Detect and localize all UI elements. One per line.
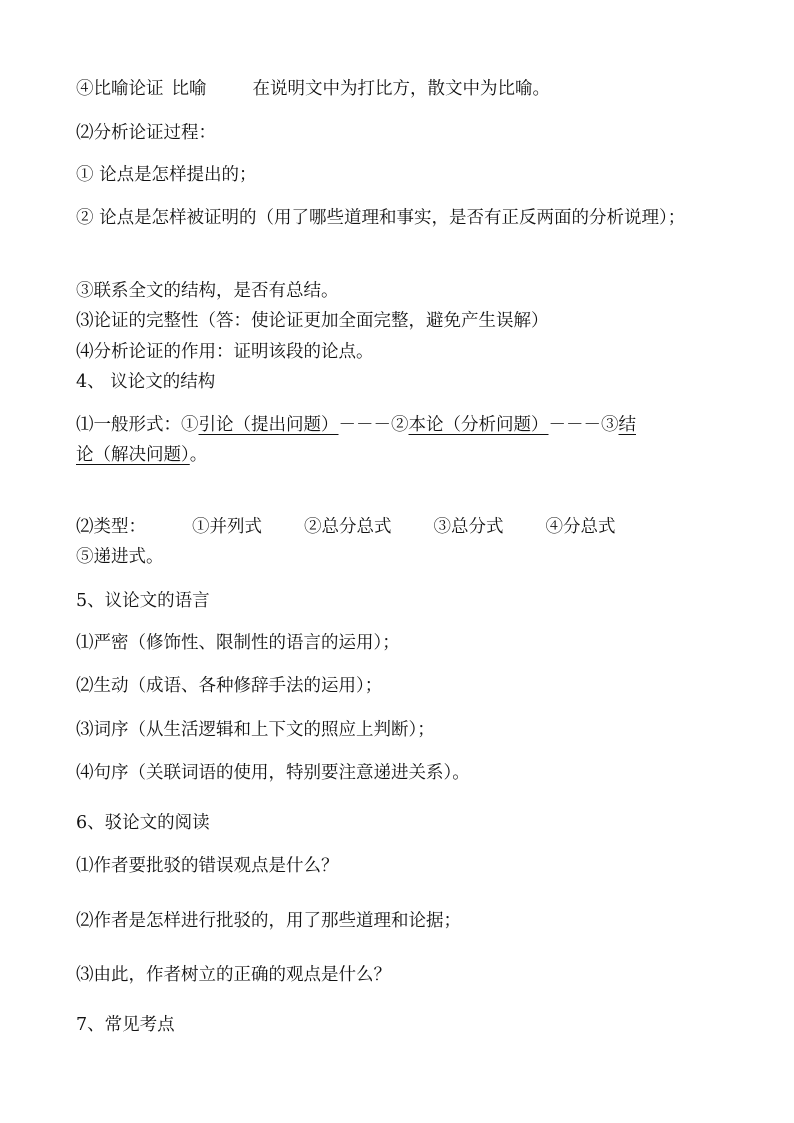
function-item: ⑷分析论证的作用：证明该段的论点。: [76, 342, 374, 362]
type-parallel: ①并列式: [192, 517, 262, 537]
point-2: ② 论点是怎样被证明的（用了哪些道理和事实，是否有正反两面的分析说理）；: [76, 208, 686, 228]
type-specific-general: ④分总式: [545, 517, 616, 537]
metaphor-term: 比喻: [171, 79, 207, 99]
language-word-order: ⑶词序（从生活逻辑和上下文的照应上判断）；: [76, 720, 435, 740]
metaphor-argument-term: ④比喻论证: [76, 79, 164, 99]
point-1: ① 论点是怎样提出的；: [76, 165, 257, 185]
language-vivid: ⑵生动（成语、各种修辞手法的运用）；: [76, 676, 383, 696]
section-5-heading: 5、议论文的语言: [76, 591, 210, 611]
heading-analyze-process: ⑵分析论证过程：: [76, 123, 216, 143]
metaphor-note: 在说明文中为打比方，散文中为比喻。: [252, 79, 550, 99]
section-7-heading: 7、常见考点: [76, 1015, 175, 1035]
conclusion-underlined-start: 结: [618, 415, 636, 435]
language-rigorous: ⑴严密（修饰性、限制性的语言的运用）；: [76, 633, 400, 653]
refutation-q3: ⑶由此，作者树立的正确的观点是什么？: [76, 965, 391, 985]
type-general-specific-general: ②总分总式: [304, 517, 392, 537]
intro-underlined: 引论（提出问题）: [198, 415, 339, 435]
conclusion-underlined-end: 论（解决问题）: [76, 445, 190, 465]
general-form-line: ⑴一般形式：①引论（提出问题）－－－②本论（分析问题）－－－③结: [76, 415, 636, 435]
refutation-q1: ⑴作者要批驳的错误观点是什么？: [76, 856, 339, 876]
type-progressive: ⑤递进式。: [76, 547, 164, 567]
refutation-q2: ⑵作者是怎样进行批驳的，用了那些道理和论据；: [76, 911, 461, 931]
language-sentence-order: ⑷句序（关联词语的使用，特别要注意递进关系）。: [76, 763, 470, 783]
general-form-line-cont: 论（解决问题）。: [76, 445, 208, 465]
type-general-specific: ③总分式: [433, 517, 504, 537]
body-underlined: 本论（分析问题）: [408, 415, 549, 435]
types-label: ⑵类型：: [76, 517, 146, 537]
section-4-heading: 4、 议论文的结构: [76, 372, 216, 392]
types-line: [76, 512, 726, 542]
line-metaphor-argument: [76, 74, 726, 104]
completeness-item: ⑶论证的完整性（答：使论证更加全面完整，避免产生误解）: [76, 311, 549, 331]
section-6-heading: 6、驳论文的阅读: [76, 813, 210, 833]
point-3: ③联系全文的结构，是否有总结。: [76, 281, 339, 301]
